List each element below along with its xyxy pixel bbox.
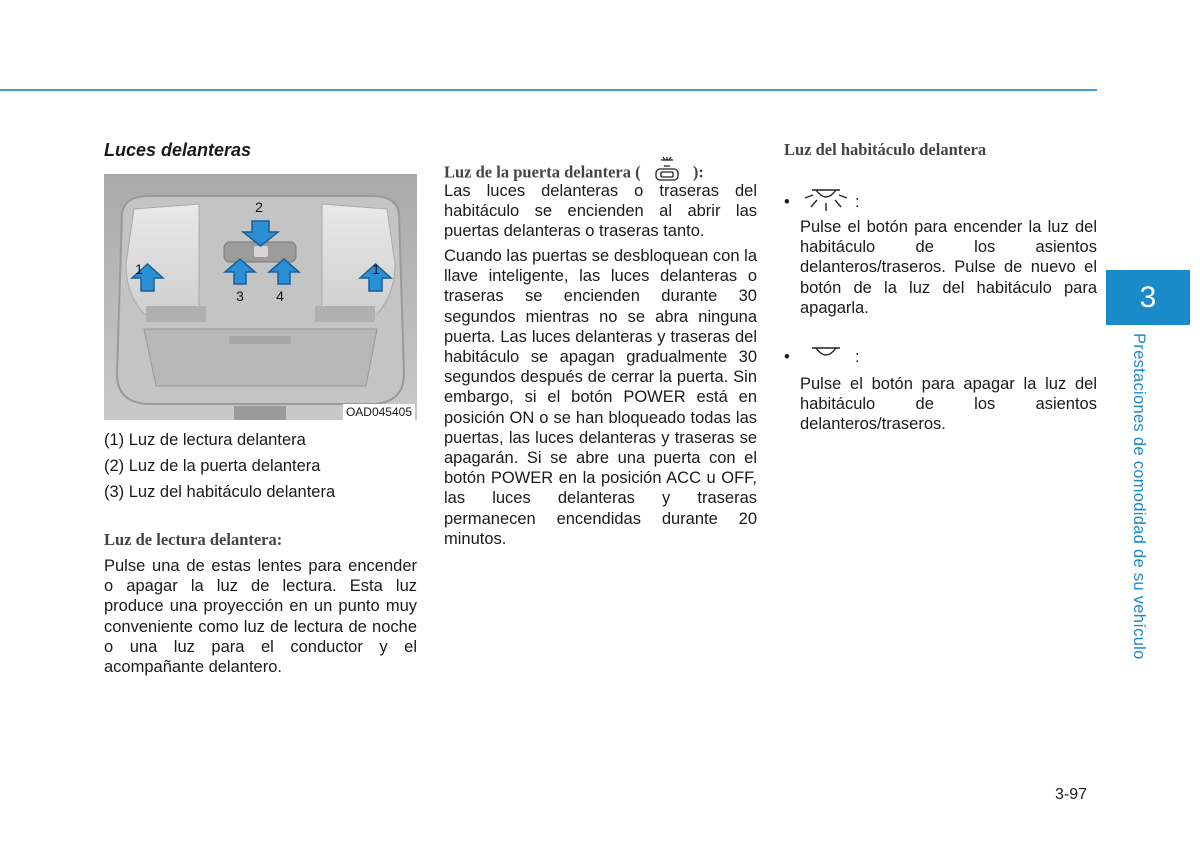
door-light-heading-suffix: ): [692,162,704,182]
header-rule [0,89,1097,91]
lamp-off-icon [802,344,850,371]
caption-item: (3) Luz del habitáculo delantera [104,483,336,501]
chapter-title: Prestaciones de comodidad de su vehículo [1130,333,1148,660]
callout-2-label: 2 [255,199,263,215]
figure-code: OAD045405 [343,404,415,420]
overhead-console-figure [104,174,417,420]
cabin-light-off-text: Pulse el botón para apagar la luz del habitáculo de los asientos delanteros/traseros. [800,375,1097,434]
lamp-on-icon [802,186,850,219]
callout-3-label: 3 [236,288,244,304]
callout-label [255,199,263,215]
callout-label [372,261,380,277]
door-light-text-1: Las luces delanteras o traseras del habitáculo se encienden al abrir las puertas delanteras o traseras tanto. [444,182,757,241]
colon: : [854,347,860,366]
callout-4-label: 4 [276,288,284,304]
bullet: • [784,347,790,366]
bullet: • [784,192,790,211]
chapter-tab: 3 [1106,270,1190,325]
caption-item: (2) Luz de la puerta delantera [104,457,321,475]
figure-captions [104,427,417,505]
door-light-heading-prefix: Luz de la puerta delantera ( [444,162,641,182]
callout-label [236,288,244,304]
reading-light-heading: Luz de lectura delantera: [104,530,283,549]
section-title: Luces delanteras [104,140,252,160]
chapter-title-vertical [1128,333,1148,673]
cabin-light-on-text: Pulse el botón para encender la luz del habitáculo de los asientos delanteros/traseros. Pulse de nuevo el botón de la luz del habitáculo para apagarla. [800,218,1097,317]
caption-item: (1) Luz de lectura delantera [104,431,306,449]
colon: : [854,192,860,211]
callout-1-left-label: 1 [135,261,143,277]
cabin-light-item-off [784,344,860,371]
reading-light-text: Pulse una de estas lentes para encender o apagar la luz de lectura. Esta luz produce una proyección en un punto muy conveniente como luz de lectura de noche o una luz para el conductor y el acompañante delantero. [104,557,417,677]
page-number: 3-97 [1055,786,1088,803]
callout-1-right-label: 1 [372,261,380,277]
door-light-text-2: Cuando las puertas se desbloquean con la llave inteligente, las luces delanteras o traseras se encienden durante 30 segundos mientras no se abra ninguna puerta. Las luces delanteras y traseras del habitáculo se apagan gradualmente 30 segundos después de cerrar la puerta. Sin embargo, si el botón POWER está en posición ON o se han bloqueado todas las puertas, las luces delanteras y traseras se apagarán. Si se abre una puerta con el botón POWER en la posición ACC u OFF, las luces delanteras y traseras permanecen encendidas durante 20 minutos. [444,247,757,548]
cabin-light-heading: Luz del habitáculo delantera [784,140,987,159]
callout-label [276,288,284,304]
callout-label [135,261,143,277]
console-illustration [104,174,417,420]
cabin-light-item-on [784,186,860,219]
